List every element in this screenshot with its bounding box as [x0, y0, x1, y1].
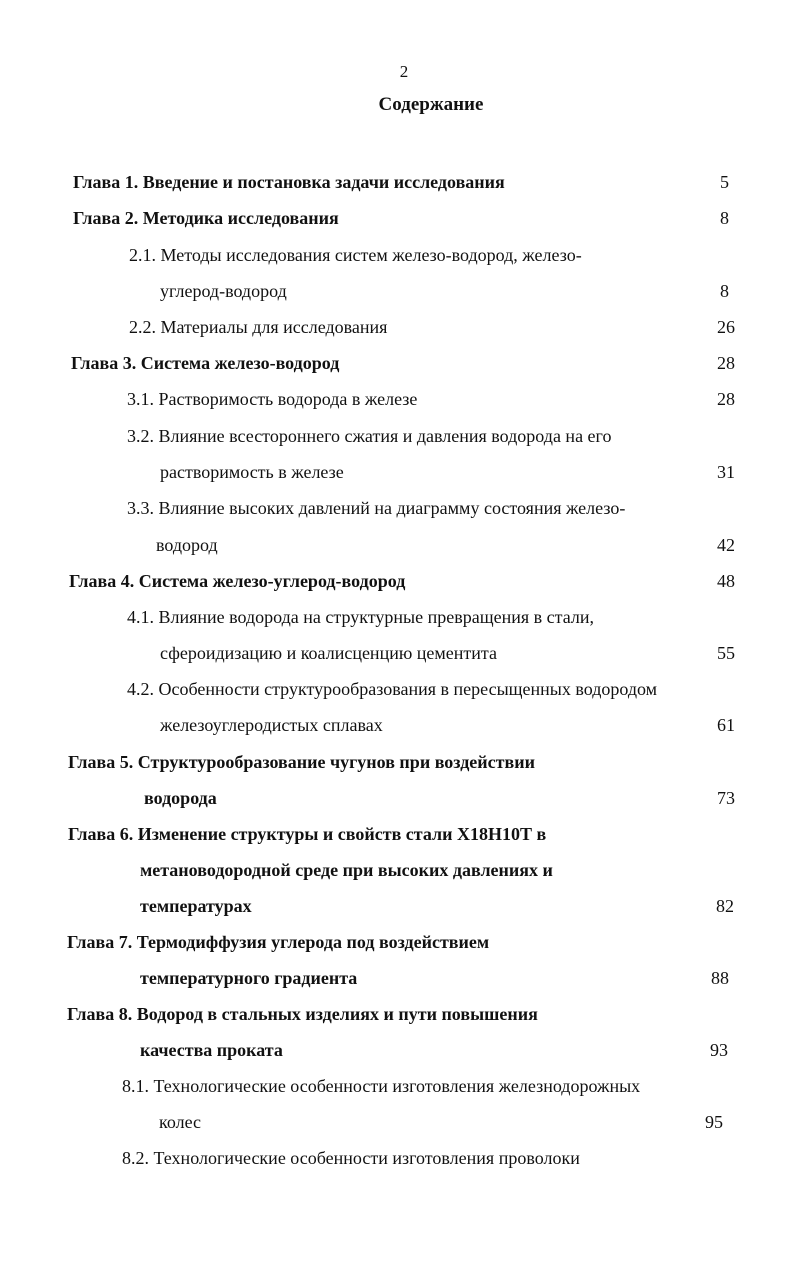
toc-entry-section-8-1-cont: колес — [159, 1112, 202, 1132]
toc-entry-chapter-7-cont: температурного градиента — [140, 968, 358, 988]
toc-page-number: 61 — [717, 715, 735, 735]
toc-page-number: 88 — [711, 968, 729, 988]
toc-entry-section-3-1: 3.1. Растворимость водорода в железе — [127, 389, 418, 409]
toc-entry-section-8-2: 8.2. Технологические особенности изготовления проволоки — [122, 1148, 580, 1168]
toc-page-number: 8 — [720, 208, 729, 228]
toc-entry-section-4-2: 4.2. Особенности структурообразования в пересыщенных водородом — [127, 679, 658, 699]
toc-entry-section-3-2: 3.2. Влияние всестороннего сжатия и давления водорода на его — [127, 426, 612, 446]
toc-entry-section-4-2-cont: железоуглеродистых сплавах — [160, 715, 383, 735]
toc-page-number: 5 — [720, 172, 729, 192]
toc-entry-chapter-2: Глава 2. Методика исследования — [73, 208, 339, 228]
toc-entry-section-3-3-cont: водород — [156, 535, 218, 555]
toc-entry-section-2-2: 2.2. Материалы для исследования — [129, 317, 388, 337]
toc-entry-chapter-5: Глава 5. Структурообразование чугунов при воздействии — [68, 752, 535, 772]
toc-entry-chapter-3: Глава 3. Система железо-водород — [71, 353, 340, 373]
toc-entry-chapter-6-cont-1: метановодородной среде при высоких давлениях и — [140, 860, 553, 880]
toc-entry-chapter-5-cont: водорода — [144, 788, 217, 808]
toc-page-number: 48 — [717, 571, 735, 591]
toc-page-number: 93 — [710, 1040, 728, 1060]
page-number: 2 — [399, 62, 409, 81]
toc-page-number: 28 — [717, 389, 735, 409]
toc-entry-section-2-1: 2.1. Методы исследования систем железо-водород, железо- — [129, 245, 582, 265]
toc-entry-chapter-6: Глава 6. Изменение структуры и свойств стали Х18Н10Т в — [68, 824, 547, 844]
toc-entry-section-3-3: 3.3. Влияние высоких давлений на диаграмму состояния железо- — [127, 498, 626, 518]
toc-entry-chapter-1: Глава 1. Введение и постановка задачи исследования — [73, 172, 505, 192]
toc-page-number: 73 — [717, 788, 735, 808]
toc-page-number: 28 — [717, 353, 735, 373]
toc-entry-chapter-8: Глава 8. Водород в стальных изделиях и пути повышения — [67, 1004, 538, 1024]
toc-page-number: 26 — [717, 317, 735, 337]
toc-page-number: 82 — [716, 896, 734, 916]
toc-page-number: 95 — [705, 1112, 723, 1132]
toc-page-number: 31 — [717, 462, 735, 482]
toc-entry-section-2-1-cont: углерод-водород — [160, 281, 287, 301]
toc-entry-chapter-6-cont-2: температурах — [140, 896, 252, 916]
toc-entry-section-8-1: 8.1. Технологические особенности изготовления железнодорожных — [122, 1076, 641, 1096]
toc-entry-chapter-8-cont: качества проката — [140, 1040, 283, 1060]
page-title: Содержание — [378, 94, 484, 115]
toc-page-number: 8 — [720, 281, 729, 301]
toc-entry-chapter-7: Глава 7. Термодиффузия углерода под воздействием — [67, 932, 490, 952]
toc-entry-section-3-2-cont: растворимость в железе — [160, 462, 344, 482]
toc-entry-chapter-4: Глава 4. Система железо-углерод-водород — [69, 571, 406, 591]
toc-entry-section-4-1-cont: сфероидизацию и коалисценцию цементита — [160, 643, 497, 663]
toc-page-number: 42 — [717, 535, 735, 555]
toc-page-number: 55 — [717, 643, 735, 663]
toc-entry-section-4-1: 4.1. Влияние водорода на структурные превращения в стали, — [127, 607, 594, 627]
